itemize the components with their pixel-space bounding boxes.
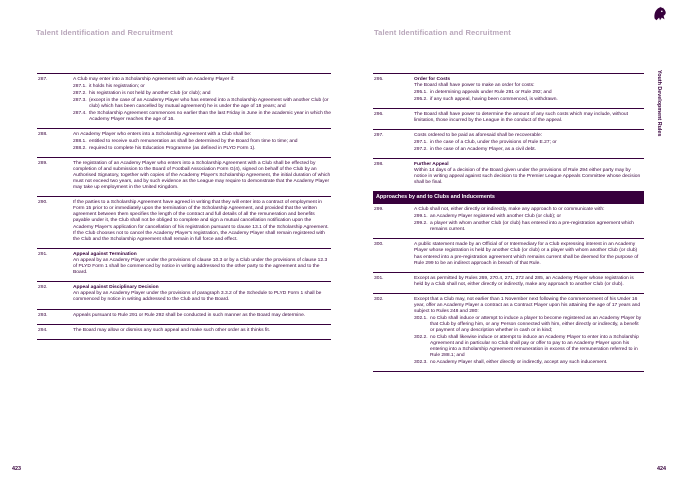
rule-text: An appeal by an Academy Player under the provisions of paragraph 3.3.2 of the Schedule to PLYD Form 1 shall be commenced by notice in writing addressed to the Club and to the Board. [73,291,322,303]
rule-number: 301. [374,275,384,281]
sub-clause [73,91,331,97]
rule-heading: Appeal against Termination [73,251,137,257]
rule-text: A Club shall not, either directly or indirectly, make any approach to or communicate with: [414,207,605,213]
rule-number: 296. [374,111,384,117]
sub-clause [414,140,644,146]
rule-block [373,158,644,191]
left-rules-column [37,73,331,340]
rule-text: Within 14 days of a decision of the Board given under the provisions of Rule 294 either party may by notice in writing appeal against such decision to the Premier League Appeals Committee whose decision shall be final. [414,168,641,186]
rule-text: Except that a Club may, not earlier than 1 November next following the commencement of his Under 16 year, offer an Academy Player a contract as a Contract Player upon his attaining the age of 17 years and subject to Rules 248 and 280: [414,296,641,315]
sub-clause-text: in determining appeals under Rule 291 or Rule 292; and [430,89,552,95]
rule-heading: Further Appeal [414,162,449,168]
sub-clause-text: in the case of a Club, under the provisions of Rule E.27; or [430,140,557,146]
rule-block [37,309,331,324]
sub-clause [414,335,644,359]
rule-body [73,285,331,303]
sub-clause-text: a player with whom another Club (or club) has entered into a pre-registration agreement which remains current. [430,221,634,233]
left-page-number: 423 [12,466,21,472]
rule-number: 288. [38,131,48,137]
section-band-heading: Approaches by and to Clubs and Inducements [373,191,644,203]
sub-clause-number: 302.2. [414,335,428,341]
rule-text: The Board may allow or dismiss any such appeal and make such other order as it thinks fit. [73,327,271,333]
rule-text: Appeals pursuant to Rule 291 or Rule 292 shall be conducted in such manner as the Board may determine. [73,312,306,318]
sub-clause-text: the Scholarship Agreement commences no earlier than the last Friday in June in the academic year in which the Academy Player reaches the age of 16. [89,110,331,122]
rule-body [73,313,331,319]
rule-block [37,196,331,248]
rule-block [373,73,644,108]
sub-clause-number: 295.2. [414,96,428,102]
sub-clause-text: (except in the case of an Academy Player who has entered into a Scholarship Agreement with another Club (or club) which has been cancelled by mutual agreement) he is under the age of 18 years; and [89,97,329,109]
sub-clause-number: 299.1. [414,214,428,220]
rule-number: 298. [374,162,384,168]
rule-body [73,77,331,123]
right-rules-group-a [373,73,644,191]
sub-clause-number: 295.1. [414,89,428,95]
sub-clause-text: an Academy Player registered with another Club (or club); or [430,214,562,220]
sub-clause-number: 288.2. [73,145,87,151]
sub-clause [414,90,644,96]
rule-number: 292. [38,285,48,291]
rule-body [73,161,331,191]
sub-clause-number: 297.1. [414,140,428,146]
rule-text: A Club may enter into a Scholarship Agreement with an Academy Player if: [73,77,235,82]
rule-text: A public statement made by an Official of or Intermediary for a Club expressing interest in an Academy Player whose registration is held by another Club (or club) or a player with whom another Club (or club) has entered into a pre-registration agreement which remains current shall be deemed for the purpose of Rule 299 to be an indirect approach in breach of that Rule. [414,242,639,266]
rule-heading: Appeal against Disciplinary Decision [73,285,159,291]
sub-clause-text: it holds his registration; or [89,83,145,89]
sub-clause-number: 287.1. [73,83,87,89]
right-page-number: 424 [657,466,666,472]
right-rules-column [373,73,644,372]
rule-heading: Order for Costs [414,77,451,82]
sub-clause-number: 297.2. [414,146,428,152]
rule-block [37,324,331,340]
rule-number: 302. [374,296,384,302]
sub-clause-number: 287.2. [73,90,87,96]
rule-block [37,157,331,196]
rule-body [414,242,644,266]
rule-block [373,108,644,129]
rule-body [414,297,644,366]
sub-clause-text: in the case of an Academy Player, as a civil debt. [430,146,537,152]
rule-number: 300. [374,242,384,248]
rule-body [414,162,644,186]
sub-clause [73,98,331,110]
rule-block [373,272,644,293]
sub-clause-text: no Club shall induce or attempt to induce a player to become registered as an Academy Player by that Club by offering him, or any Person connected with him, either directly or indirectly, a benefit or payment of any description whether in cash or in kind; [430,316,642,334]
sub-clause-text: no Academy Player shall, either directly or indirectly, accept any such inducement. [430,360,608,366]
sub-clause-text: no Club shall likewise induce or attempt to induce an Academy Player to enter into a Scholarship Agreement and in particular no Club shall pay or offer to pay to an Academy Player upon his entering into a Scholarship Agreement remuneration in excess of the remuneration referred to in Rule 288.1; and [430,335,639,359]
sub-clause [414,214,644,220]
side-section-title: Youth Development Rules [656,70,662,137]
sub-clause-text: his registration is not held by another Club (or club); and [89,90,211,96]
rule-number: 291. [38,251,48,257]
sub-clause [414,221,644,233]
rule-body [414,207,644,233]
rule-number: 293. [38,312,48,318]
rule-block [37,281,331,308]
rule-body [414,112,644,124]
sub-clause-text: entitled to receive such remuneration as shall be determined by the Board from time to time; and [89,138,298,144]
rule-block [373,238,644,271]
rule-text: An appeal by an Academy Player under the provisions of clause 10.3 or by a Club under the provisions of clause 12.3 of PLYD Form 1 shall be commenced by notice in writing addressed to the other party to the agreement and to the Board. [73,257,328,276]
rule-text: Except as permitted by Rules 269, 270.4, 271, 272 and 285, an Academy Player whose registration is held by a Club shall not, either directly or indirectly, make any approach to another Club (or club). [414,275,634,287]
sub-clause [73,111,331,123]
rule-number: 294. [38,327,48,333]
rule-body [73,252,331,276]
sub-clause-number: 287.4. [73,110,87,116]
rule-body [414,77,644,103]
premier-league-lion-logo-icon [651,5,669,23]
sub-clause-number: 302.3. [414,360,428,366]
rule-block [373,129,644,158]
rule-text: The Board shall have power to make an order for costs: [414,83,535,89]
rule-number: 297. [374,133,384,139]
rule-number: 287. [38,77,48,82]
rule-text: The registration of an Academy Player who enters into a Scholarship Agreement with a Club shall be effected by completion of and submission to the Board of Football Association Form G(4), signed on behalf of the Club by an Authorised Signatory, together with copies of the Academy Player's Scholarship Agreement, the initial duration of which must not exceed two years, and by such evidence as the League may require to demonstrate that the Academy Player may take up employment in the United Kingdom. [73,160,331,191]
rule-body [414,276,644,288]
rule-number: 299. [374,207,384,213]
sub-clause [73,146,331,152]
rule-block [373,203,644,238]
rule-text: Costs ordered to be paid as aforesaid shall be recoverable: [414,133,543,139]
right-page-header: Talent Identification and Recruitment [374,28,511,37]
rule-body [73,328,331,334]
sub-clause-number: 302.1. [414,316,428,322]
rule-text: If the parties to a Scholarship Agreement have agreed in writing that they will enter into a contract of employment in Form 15 prior to or immediately upon the termination of the Scholarship Agreement, and provided that the written agreement between them specifies the length of the contract and full details of all the remuneration and benefits payable under it, the Club shall not be obliged to complete and sign a mutual cancellation notification upon the Academy Player's application for cancellation of his registration pursuant to clause 13.1 of the Scholarship Agreement. If the Club chooses not to cancel the Academy Player's registration, the Academy Player shall remain registered with the Club and the Scholarship Agreement shall remain in full force and effect. [73,200,329,242]
left-page-header: Talent Identification and Recruitment [36,28,173,37]
rule-body [73,132,331,152]
sub-clause-text: required to complete his Education Programme (as defined in PLYD Form 1). [89,145,256,151]
sub-clause-number: 299.2. [414,221,428,227]
rule-body [73,200,331,243]
rule-number: 290. [38,200,48,206]
sub-clause [73,139,331,145]
sub-clause [414,360,644,366]
right-rules-group-b [373,203,644,372]
sub-clause [414,316,644,334]
rule-text: An Academy Player who enters into a Scholarship Agreement with a Club shall be: [73,131,252,137]
sub-clause-number: 287.3. [73,97,87,103]
sub-clause [414,147,644,153]
rule-number: 289. [38,160,48,166]
rule-block [37,248,331,281]
rule-block [373,293,644,372]
rule-block [37,73,331,128]
sub-clause [414,97,644,103]
rule-block [37,128,331,157]
rule-text: The Board shall have power to determine the amount of any such costs which may include, without limitation, those incurred by the League in the conduct of the appeal. [414,111,628,124]
rule-number: 295. [374,77,384,82]
sub-clause-number: 288.1. [73,138,87,144]
sub-clause-text: if any such appeal, having been commenced, is withdrawn. [430,96,558,102]
rule-body [414,133,644,153]
sub-clause [73,84,331,90]
